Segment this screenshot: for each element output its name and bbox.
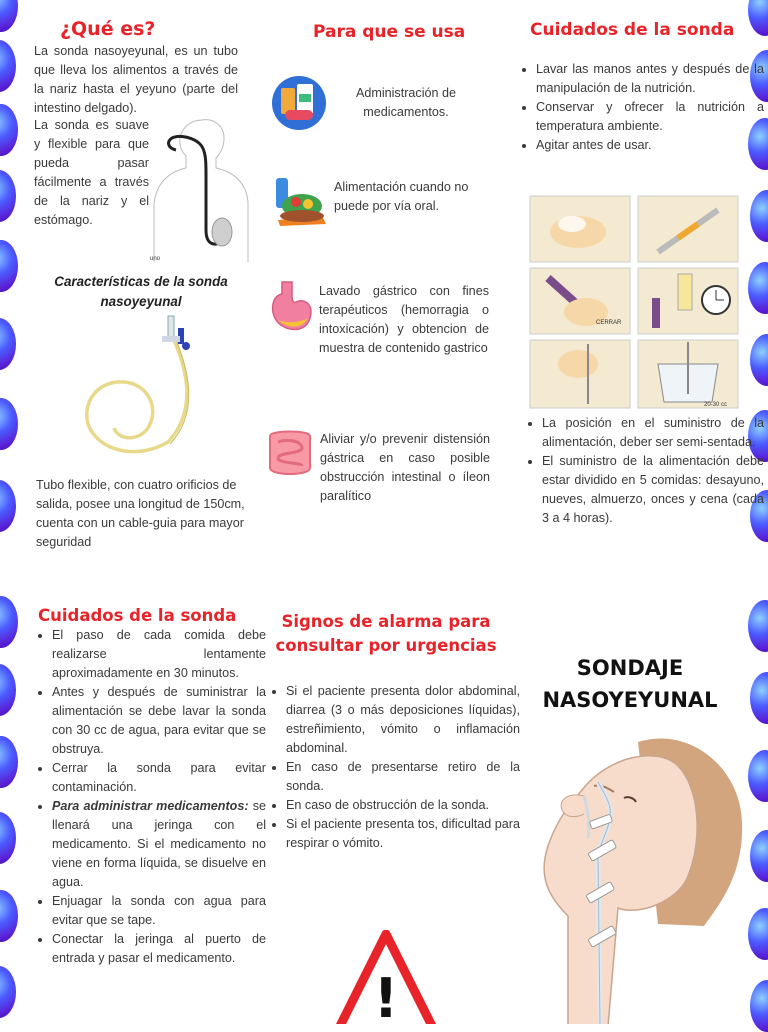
list-item: • El suministro de la alimentación debe estar dividido en 5 comidas: desayuno, nueves, almuerzo, onces y cena (cada 3 a 4 horas). bbox=[542, 452, 764, 528]
bubble-decoration bbox=[0, 170, 16, 222]
bubble-decoration bbox=[0, 812, 16, 864]
bubble-decoration bbox=[0, 40, 16, 92]
warning-icon bbox=[330, 930, 442, 1024]
list-item: • Antes y después de suministrar la alimentación se debe lavar la sonda con 30 cc de agua, para evitar que se obstruya. bbox=[52, 683, 266, 759]
body-tube-diagram bbox=[150, 112, 252, 262]
list-item bbox=[52, 797, 266, 892]
sondaje-title: SONDAJE NASOYEYUNAL bbox=[542, 656, 718, 712]
list-item: • En caso de obstrucción de la sonda. bbox=[286, 796, 520, 815]
list-item: • El paso de cada comida debe realizarse lentamente aproximadamente en 30 minutos. bbox=[52, 626, 266, 683]
medicamentos-text: se llenará una jeringa con el medicamento. Si el medicamento no viene en forma líquida, se disuelve en agua. bbox=[52, 799, 266, 889]
bubble-decoration bbox=[748, 600, 768, 652]
instruction-steps-image bbox=[528, 194, 742, 410]
cuidados-title-bottom: Cuidados de la sonda bbox=[38, 606, 237, 625]
bubble-decoration bbox=[0, 398, 18, 450]
feeding-tube-image bbox=[78, 312, 206, 462]
use-medicamentos: Administración de medicamentos. bbox=[355, 86, 457, 119]
diagram-label: uno bbox=[150, 256, 161, 262]
list-item: • Enjuagar la sonda con agua para evitar que se tape. bbox=[52, 892, 266, 930]
bubble-decoration bbox=[748, 0, 768, 36]
list-item: • En caso de presentarse retiro de la sonda. bbox=[286, 758, 520, 796]
intestine-icon bbox=[264, 428, 316, 478]
stomach-icon bbox=[268, 280, 314, 334]
list-item: • Agitar antes de usar. bbox=[536, 136, 764, 155]
bubble-decoration bbox=[748, 262, 768, 314]
page-divider bbox=[0, 566, 768, 588]
bubble-decoration bbox=[0, 664, 16, 716]
use-aliviar-distension: Aliviar y/o prevenir distensión gástrica en caso posible obstrucción intestinal o íleon paralítico bbox=[320, 432, 490, 503]
bubble-decoration bbox=[750, 190, 768, 242]
caracteristicas-title: Características de la sonda nasoyeyunal bbox=[54, 274, 228, 309]
bubble-decoration bbox=[0, 104, 18, 156]
patient-illustration bbox=[528, 726, 746, 1024]
bubble-decoration bbox=[750, 980, 768, 1032]
food-icon bbox=[272, 176, 330, 228]
cuidados-list-top bbox=[518, 60, 764, 155]
bubble-decoration bbox=[0, 596, 18, 648]
bubble-decoration bbox=[0, 966, 16, 1018]
medicamentos-bold-label: Para administrar medicamentos: bbox=[52, 799, 249, 813]
list-item: • Lavar las manos antes y después de la manipulación de la nutrición. bbox=[536, 60, 764, 98]
bubble-decoration bbox=[0, 890, 18, 942]
list-item: • Si el paciente presenta tos, dificultad para respirar o vómito. bbox=[286, 815, 520, 853]
list-item: • Conectar la jeringa al puerto de entrada y pasar el medicamento. bbox=[52, 930, 266, 968]
list-item: • La posición en el suministro de la alimentación, deber ser semi-sentada. bbox=[542, 414, 764, 452]
medication-icon bbox=[271, 74, 327, 132]
cuidados-title-top: Cuidados de la sonda bbox=[530, 20, 735, 40]
bubble-decoration bbox=[0, 240, 18, 292]
bubble-decoration bbox=[0, 480, 16, 532]
list-item: • Si el paciente presenta dolor abdominal, diarrea (3 o más deposiciones líquidas), estreñimiento, vómito o inflamación abdominal. bbox=[286, 682, 520, 758]
que-es-paragraph: La sonda nasoyeyunal, es un tubo que lleva los alimentos a través de la nariz hasta el yeyuno (parte del intestino delgado). bbox=[34, 44, 238, 115]
bubble-decoration bbox=[0, 736, 18, 788]
instruction-steps-grid bbox=[528, 194, 742, 410]
bubble-decoration bbox=[748, 750, 768, 802]
cuidados-list-position bbox=[524, 414, 764, 528]
bubble-decoration bbox=[750, 334, 768, 386]
cuidados-list-bottom bbox=[34, 626, 266, 968]
list-item: • Conservar y ofrecer la nutrición a temperatura ambiente. bbox=[536, 98, 764, 136]
warning-glyph: ! bbox=[373, 967, 399, 1024]
list-item: • Cerrar la sonda para evitar contaminación. bbox=[52, 759, 266, 797]
use-alimentacion: Alimentación cuando no puede por vía oral. bbox=[334, 180, 469, 213]
signos-alarma-list bbox=[268, 682, 520, 853]
para-que-se-usa-title: Para que se usa bbox=[313, 22, 466, 42]
bubble-decoration bbox=[750, 672, 768, 724]
use-lavado-gastrico: Lavado gástrico con fines terapéuticos (hemorragia o intoxicación) y obtencion de muestra de contenido gastrico bbox=[319, 284, 489, 355]
bubble-decoration bbox=[750, 830, 768, 882]
bubble-decoration bbox=[748, 908, 768, 960]
step-label-cerrar: CERRAR bbox=[596, 320, 622, 326]
caracteristicas-text: Tubo flexible, con cuatro orificios de salida, posee una longitud de 150cm, cuenta con un cable-guia para mayor seguridad bbox=[36, 478, 245, 549]
que-es-title: ¿Qué es? bbox=[60, 18, 156, 40]
bubble-decoration bbox=[0, 318, 16, 370]
bubble-decoration bbox=[0, 0, 18, 32]
step-label-cc: 20-30 cc bbox=[704, 402, 728, 408]
signos-alarma-title: Signos de alarma para consultar por urgencias bbox=[275, 612, 497, 655]
sonda-suave-paragraph: La sonda es suave y flexible para que pueda pasar fácilmente a través de la nariz y el estómago. bbox=[34, 118, 149, 227]
